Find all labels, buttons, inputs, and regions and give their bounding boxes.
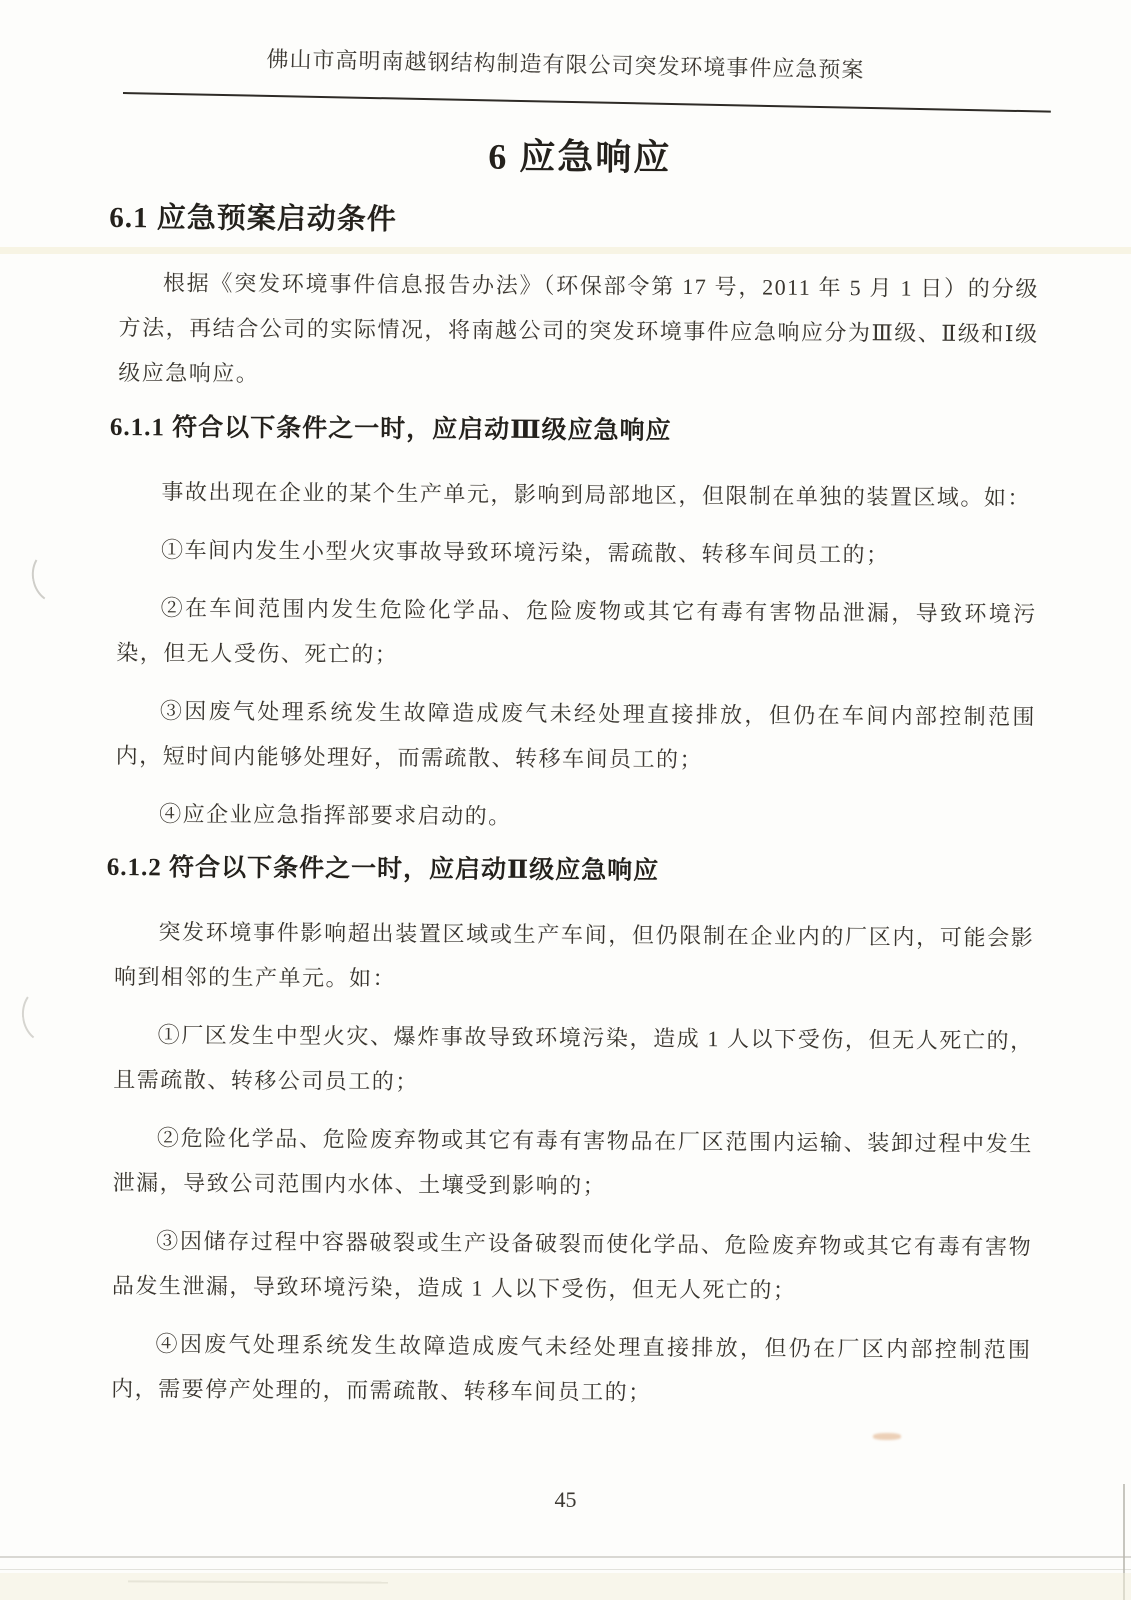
page-number: 45 (554, 1487, 577, 1512)
paragraph-6-1-intro: 根据《突发环境事件信息报告办法》（环保部令第 17 号，2011 年 5 月 1 日）的分级方法，再结合公司的实际情况，将南越公司的突发环境事件应急响应分为Ⅲ级、Ⅱ级和Ⅰ级级应急响应。 (118, 270, 1039, 386)
heading-6-1-2: 6.1.2 符合以下条件之一时，应启动Ⅱ级应急响应 (106, 853, 660, 885)
paragraph-6-1-2-item-4: ④因废气处理系统发生故障造成废气未经处理直接排放，但仍在厂区内部控制范围内，需要停产处理的，而需疏散、转移车间员工的； (111, 1331, 1032, 1405)
paragraph-6-1-1-intro: 事故出现在企业的某个生产单元，影响到局部地区，但限制在单独的装置区域。如： (161, 479, 1032, 511)
paragraph-6-1-2-item-2: ②危险化学品、危险废弃物或其它有毒有害物品在厂区范围内运输、装卸过程中发生泄漏，导致公司范围内水体、土壤受到影响的； (112, 1125, 1034, 1199)
paragraph-6-1-1-item-2: ②在车间范围内发生危险化学品、危险废物或其它有毒有害物品泄漏，导致环境污染，但无人受伤、死亡的； (116, 595, 1037, 667)
chapter-title: 6 应急响应 (488, 136, 672, 178)
paragraph-6-1-2-item-3: ③因储存过程中容器破裂或生产设备破裂而使化学品、危险废弃物或其它有毒有害物品发生泄漏，导致环境污染，造成 1 人以下受伤，但无人死亡的； (111, 1228, 1033, 1303)
heading-6-1-1: 6.1.1 符合以下条件之一时，应启动Ⅲ级应急响应 (109, 413, 672, 445)
heading-6-1: 6.1 应急预案启动条件 (109, 201, 397, 236)
paragraph-6-1-2-intro: 突发环境事件影响超出装置区域或生产车间，但仍限制在企业内的厂区内，可能会影响到相邻的生产单元。如： (113, 919, 1035, 991)
scan-artifact-line (0, 1569, 1131, 1570)
scan-artifact-arc (18, 983, 76, 1047)
paragraph-6-1-1-item-1: ①车间内发生小型火灾事故导致环境污染，需疏散、转移车间员工的； (160, 537, 890, 568)
scan-artifact-line (0, 1556, 1131, 1558)
scan-artifact-arc (27, 544, 86, 609)
scan-tint-band (0, 1573, 1131, 1600)
paragraph-6-1-1-item-4: ④应企业应急指挥部要求启动的。 (159, 801, 512, 829)
header-rule (123, 92, 1051, 113)
paragraph-6-1-1-item-3: ③因废气处理系统发生故障造成废气未经处理直接排放，但仍在车间内部控制范围内，短时间内能够处理好，而需疏散、转移车间员工的； (115, 698, 1036, 773)
running-header-title: 佛山市高明南越钢结构制造有限公司突发环境事件应急预案 (266, 46, 865, 83)
page-content (106, 128, 1040, 1430)
paragraph-6-1-2-item-1: ①厂区发生中型火灾、爆炸事故导致环境污染，造成 1 人以下受伤，但无人死亡的，且需疏散、转移公司员工的； (113, 1022, 1034, 1095)
scan-artifact-stain (873, 1433, 901, 1440)
